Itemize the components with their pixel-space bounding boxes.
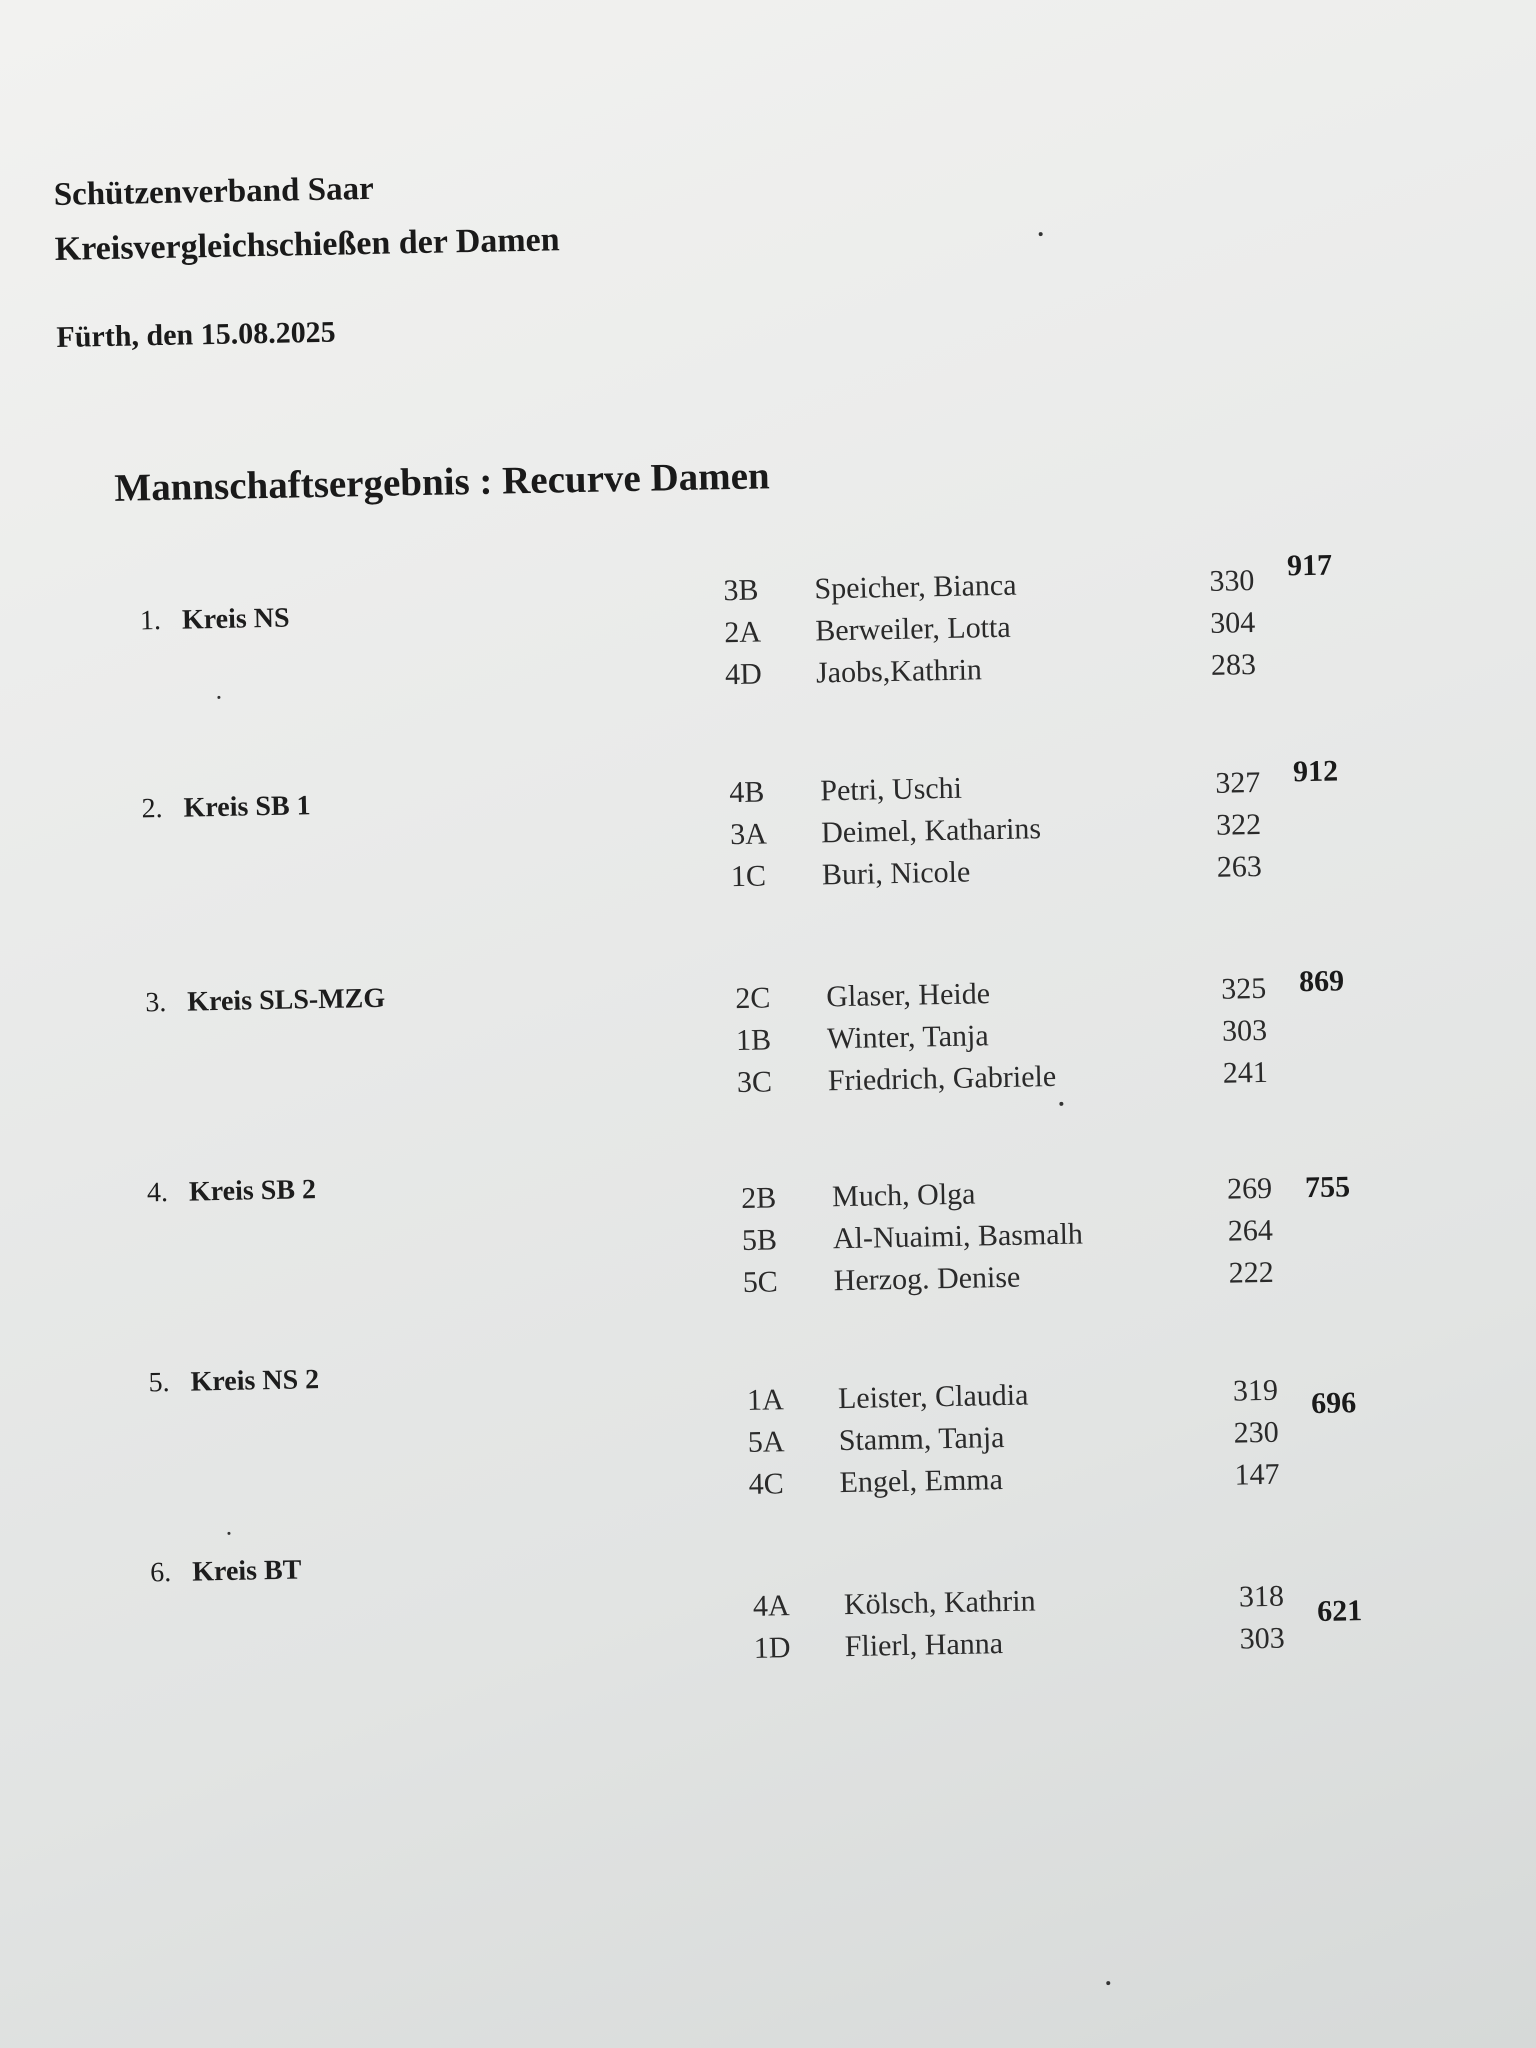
member-score: 322 (1215, 807, 1262, 842)
member-score: 327 (1214, 765, 1261, 800)
member-code: 4D (724, 657, 763, 692)
paper-speck (1059, 1102, 1063, 1106)
member-code: 1A (746, 1383, 785, 1417)
team-rank: 4. (146, 1176, 169, 1209)
member-code: 5B (741, 1223, 778, 1257)
organization-name: Schützenverband Saar (53, 170, 374, 214)
member-name: Jaobs,Kathrin (815, 653, 983, 690)
member-score: 303 (1239, 1621, 1286, 1656)
member-name: Kölsch, Kathrin (843, 1584, 1036, 1622)
member-name: Al-Nuaimi, Basmalh (832, 1217, 1084, 1256)
team-name: Kreis SLS-MZG (186, 982, 386, 1018)
member-score: 263 (1216, 849, 1263, 884)
member-score: 147 (1234, 1457, 1280, 1492)
member-name: Herzog. Denise (833, 1260, 1021, 1298)
member-score: 318 (1238, 1579, 1285, 1614)
team-label (140, 603, 290, 638)
member-score: 330 (1209, 564, 1255, 598)
paper-speck (1039, 232, 1043, 236)
member-code: 3C (736, 1065, 773, 1100)
member-name: Winter, Tanja (826, 1019, 989, 1056)
team-label (145, 983, 385, 1020)
team-label (150, 1555, 302, 1590)
team-total: 869 (1298, 964, 1345, 999)
team-total: 755 (1304, 1170, 1351, 1205)
event-title: Kreisvergleichschießen der Damen (54, 221, 560, 268)
member-score: 230 (1233, 1415, 1280, 1450)
team-rank: 5. (148, 1367, 170, 1399)
member-code: 2B (740, 1181, 777, 1215)
member-score: 304 (1209, 606, 1256, 640)
member-name: Stamm, Tanja (838, 1420, 1005, 1458)
paper-speck (1106, 1981, 1110, 1985)
team-rank: 3. (144, 986, 167, 1019)
member-name: Much, Olga (831, 1177, 976, 1214)
member-name: Buri, Nicole (821, 855, 971, 892)
date-line: Fürth, den 15.08.2025 (56, 315, 336, 354)
member-name: Engel, Emma (839, 1463, 1004, 1500)
member-name: Deimel, Katharins (820, 812, 1042, 850)
member-score: 319 (1232, 1373, 1279, 1408)
section-title: Mannschaftsergebnis : Recurve Damen (113, 454, 771, 510)
paper-speck (227, 1532, 230, 1535)
member-score: 283 (1210, 648, 1257, 682)
member-name: Speicher, Bianca (814, 568, 1017, 606)
member-code: 3A (729, 817, 768, 852)
paper-speck (217, 696, 220, 699)
member-score: 241 (1222, 1055, 1269, 1090)
member-score: 264 (1227, 1213, 1274, 1248)
member-score: 325 (1220, 971, 1267, 1006)
member-code: 1D (753, 1631, 791, 1665)
member-code: 4A (752, 1589, 790, 1623)
member-name: Glaser, Heide (825, 977, 991, 1014)
member-name: Petri, Uschi (820, 771, 963, 808)
team-name: Kreis BT (191, 1554, 302, 1588)
member-score: 303 (1221, 1013, 1268, 1048)
team-rank: 1. (139, 605, 162, 637)
team-label (147, 1174, 317, 1209)
member-code: 4B (729, 775, 765, 810)
member-score: 222 (1228, 1255, 1274, 1290)
member-code: 1B (735, 1023, 772, 1058)
member-name: Friedrich, Gabriele (827, 1059, 1057, 1098)
team-name: Kreis NS 2 (190, 1364, 320, 1398)
team-total: 696 (1310, 1386, 1357, 1421)
team-total: 917 (1286, 548, 1333, 583)
team-name: Kreis NS (181, 602, 290, 636)
member-code: 5A (747, 1425, 785, 1459)
team-name: Kreis SB 1 (183, 790, 311, 824)
member-code: 5C (742, 1265, 779, 1299)
team-rank: 6. (149, 1557, 172, 1589)
team-name: Kreis SB 2 (188, 1174, 317, 1208)
member-code: 2A (723, 615, 762, 650)
member-code: 1C (730, 859, 767, 894)
member-name: Berweiler, Lotta (814, 610, 1011, 648)
member-code: 3B (723, 573, 759, 608)
member-name: Leister, Claudia (837, 1378, 1029, 1416)
member-score: 269 (1226, 1171, 1273, 1206)
member-name: Flierl, Hanna (844, 1627, 1004, 1664)
team-label (141, 790, 311, 825)
member-code: 4C (748, 1467, 784, 1501)
member-code: 2C (734, 981, 771, 1016)
team-total: 912 (1292, 754, 1339, 789)
team-total: 621 (1316, 1594, 1363, 1629)
team-label (148, 1364, 319, 1399)
team-rank: 2. (141, 793, 163, 825)
